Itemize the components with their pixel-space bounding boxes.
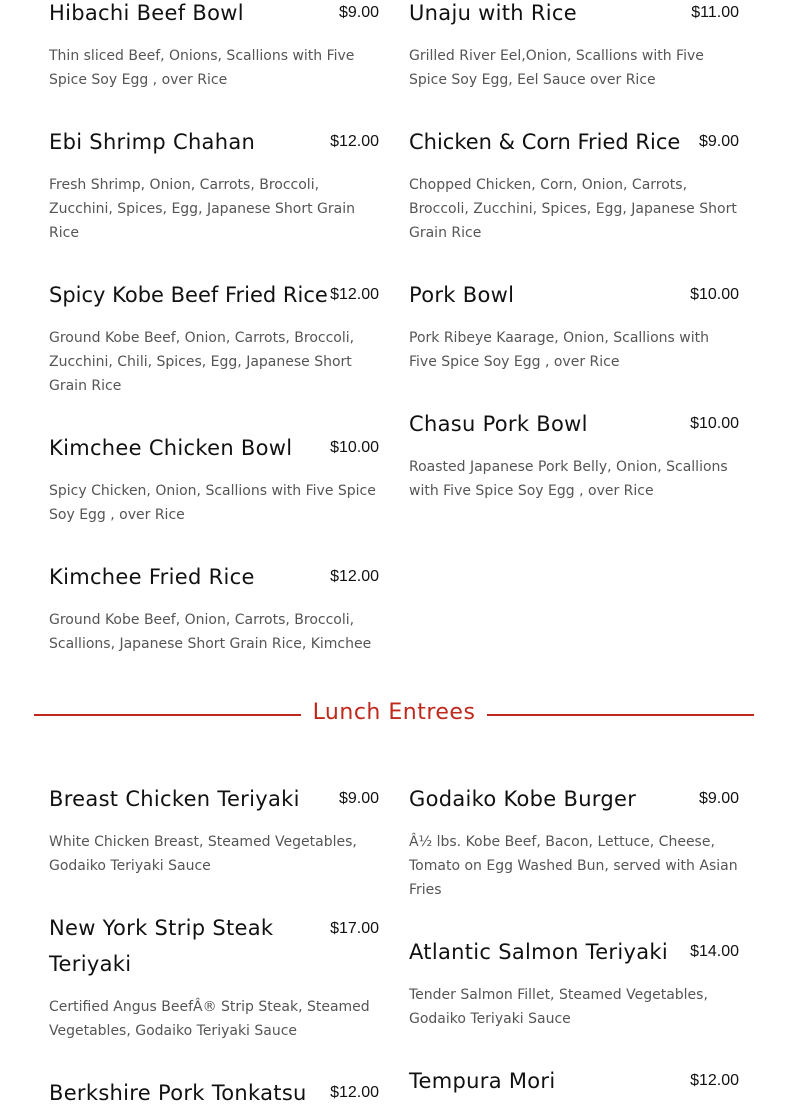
menu-item-name: Tempura Mori [409,1069,556,1093]
menu-item-price: $12.00 [330,1084,379,1101]
menu-item-price: $12.00 [690,1072,739,1089]
menu-item-price: $9.00 [338,790,379,807]
menu-item [49,781,379,878]
menu-item-name: Breast Chicken Teriyaki [49,787,300,811]
menu-item-name: Pork Bowl [409,283,515,307]
menu-item-name: Hibachi Beef Bowl [49,1,244,25]
menu-item-description: Thin sliced Beef, Onions, Scallions with Five Spice Soy Egg , over Rice [49,48,355,88]
menu-item-price: $12.00 [330,286,379,303]
menu-item-name: Chasu Pork Bowl [409,412,588,436]
menu-item-price: $10.00 [690,415,739,432]
section-title: Lunch Entrees [312,700,476,725]
menu-item [409,934,739,1031]
menu-item-name: Kimchee Chicken Bowl [49,436,293,460]
menu-item [409,781,739,902]
menu-item-name: Ebi Shrimp Chahan [49,130,256,154]
menu-item-description: Grilled River Eel,Onion, Scallions with Five Spice Soy Egg, Eel Sauce over Rice [409,48,704,88]
menu-item-price: $10.00 [330,439,379,456]
menu-item-name: Kimchee Fried Rice [49,565,255,589]
menu-item-price: $10.00 [690,286,739,303]
menu-item [49,910,379,1043]
menu-item-description: Chopped Chicken, Corn, Onion, Carrots, Broccoli, Zucchini, Spices, Egg, Japanese Short Grain Rice [409,177,737,241]
menu-item-name: New York Strip Steak Teriyaki [49,916,274,976]
menu-item-name: Spicy Kobe Beef Fried Rice [49,283,328,307]
menu-item-description: White Chicken Breast, Steamed Vegetables, Godaiko Teriyaki Sauce [49,834,357,874]
menu-item-name: Atlantic Salmon Teriyaki [409,940,668,964]
menu-item-name: Unaju with Rice [409,1,577,25]
menu-item-description: Certified Angus BeefÂ® Strip Steak, Steamed Vegetables, Godaiko Teriyaki Sauce [49,999,370,1039]
menu-item-price: $9.00 [698,133,739,150]
menu-item-description: Fresh Shrimp, Onion, Carrots, Broccoli, Zucchini, Spices, Egg, Japanese Short Grain Rice [49,177,355,241]
menu-column-lunch-left [49,0,379,1109]
menu-item-price: $12.00 [330,133,379,150]
menu-item-price: $12.00 [330,568,379,585]
menu-item-description: Spicy Chicken, Onion, Scallions with Five Spice Soy Egg , over Rice [49,483,376,523]
menu-item-description: Roasted Japanese Pork Belly, Onion, Scallions with Five Spice Soy Egg , over Rice [409,459,728,499]
menu-item-price: $14.00 [690,943,739,960]
menu-item-description: Ground Kobe Beef, Onion, Carrots, Broccoli, Scallions, Japanese Short Grain Rice, Kimchee [49,612,372,652]
menu-item-description: Â½ lbs. Kobe Beef, Bacon, Lettuce, Cheese, Tomato on Egg Washed Bun, served with Asian Fries [409,834,738,898]
menu-item-description: Ground Kobe Beef, Onion, Carrots, Broccoli, Zucchini, Chili, Spices, Egg, Japanese Short Grain Rice [49,330,355,394]
menu-item-name: Godaiko Kobe Burger [409,787,637,811]
menu-column-lunch-right [409,0,739,1109]
menu-item-description: Tender Salmon Fillet, Steamed Vegetables, Godaiko Teriyaki Sauce [409,987,708,1027]
menu-item-price: $17.00 [330,920,379,937]
menu-item-description: Pork Ribeye Kaarage, Onion, Scallions with Five Spice Soy Egg , over Rice [409,330,709,370]
menu-item-price: $9.00 [338,4,379,21]
menu-item-name: Chicken & Corn Fried Rice [409,130,681,154]
menu-item [49,1075,379,1111]
menu-item-price: $9.00 [698,790,739,807]
menu-item-price: $11.00 [691,4,739,21]
menu-item [409,1063,739,1099]
menu-item-name: Berkshire Pork Tonkatsu [49,1081,307,1105]
